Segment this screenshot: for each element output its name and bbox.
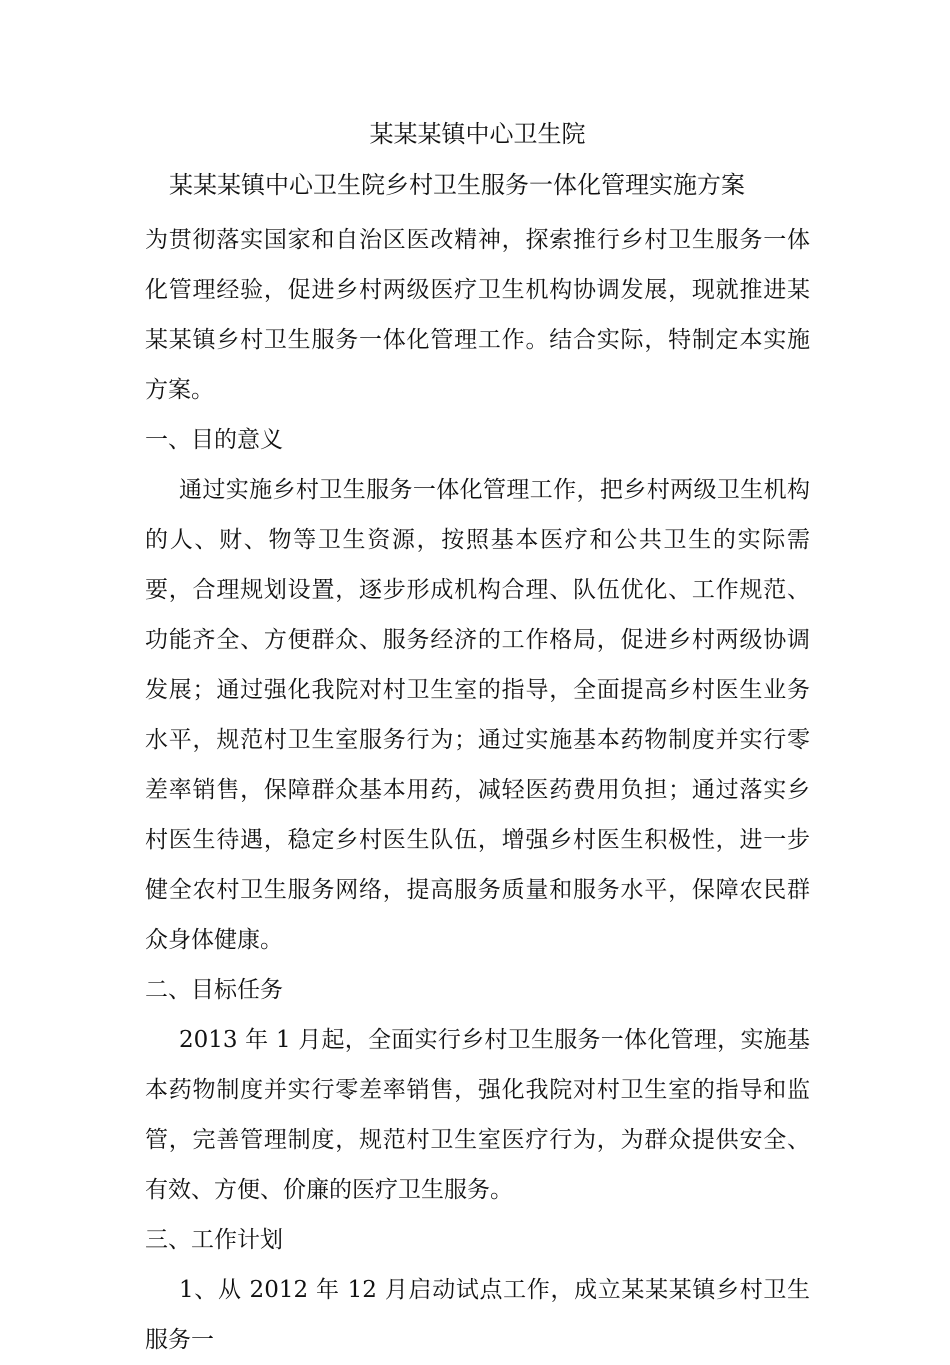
document-title: 某某某镇中心卫生院 <box>369 120 586 148</box>
intro-paragraph: 为贯彻落实国家和自治区医改精神，探索推行乡村卫生服务一体化管理经验，促进乡村两级医疗卫生机构协调发展，现就推进某某某镇乡村卫生服务一体化管理工作。结合实际，特制定本实施方案。 <box>145 227 810 403</box>
document-subtitle: 某某某镇中心卫生院乡村卫生服务一体化管理实施方案 <box>169 171 745 199</box>
section-heading-goals: 二、目标任务 <box>145 977 283 1003</box>
document-body <box>145 215 810 1365</box>
section-paragraph-goals: 2013 年 1 月起，全面实行乡村卫生服务一体化管理，实施基本药物制度并实行零差率销售，强化我院对村卫生室的指导和监管，完善管理制度，规范村卫生室医疗行为，为群众提供安全、有效、方便、价廉的医疗卫生服务。 <box>145 1027 810 1203</box>
section-paragraph-purpose: 通过实施乡村卫生服务一体化管理工作，把乡村两级卫生机构的人、财、物等卫生资源，按照基本医疗和公共卫生的实际需要，合理规划设置，逐步形成机构合理、队伍优化、工作规范、功能齐全、方便群众、服务经济的工作格局，促进乡村两级协调发展；通过强化我院对村卫生室的指导，全面提高乡村医生业务水平，规范村卫生室服务行为；通过实施基本药物制度并实行零差率销售，保障群众基本用药，减轻医药费用负担；通过落实乡村医生待遇，稳定乡村医生队伍，增强乡村医生积极性，进一步健全农村卫生服务网络，提高服务质量和服务水平，保障农民群众身体健康。 <box>145 477 810 953</box>
section-heading-plan: 三、工作计划 <box>145 1227 283 1253</box>
section-paragraph-plan-item1: 1、从 2012 年 12 月启动试点工作，成立某某某镇乡村卫生服务一 <box>145 1277 810 1353</box>
section-heading-purpose: 一、目的意义 <box>145 427 283 453</box>
